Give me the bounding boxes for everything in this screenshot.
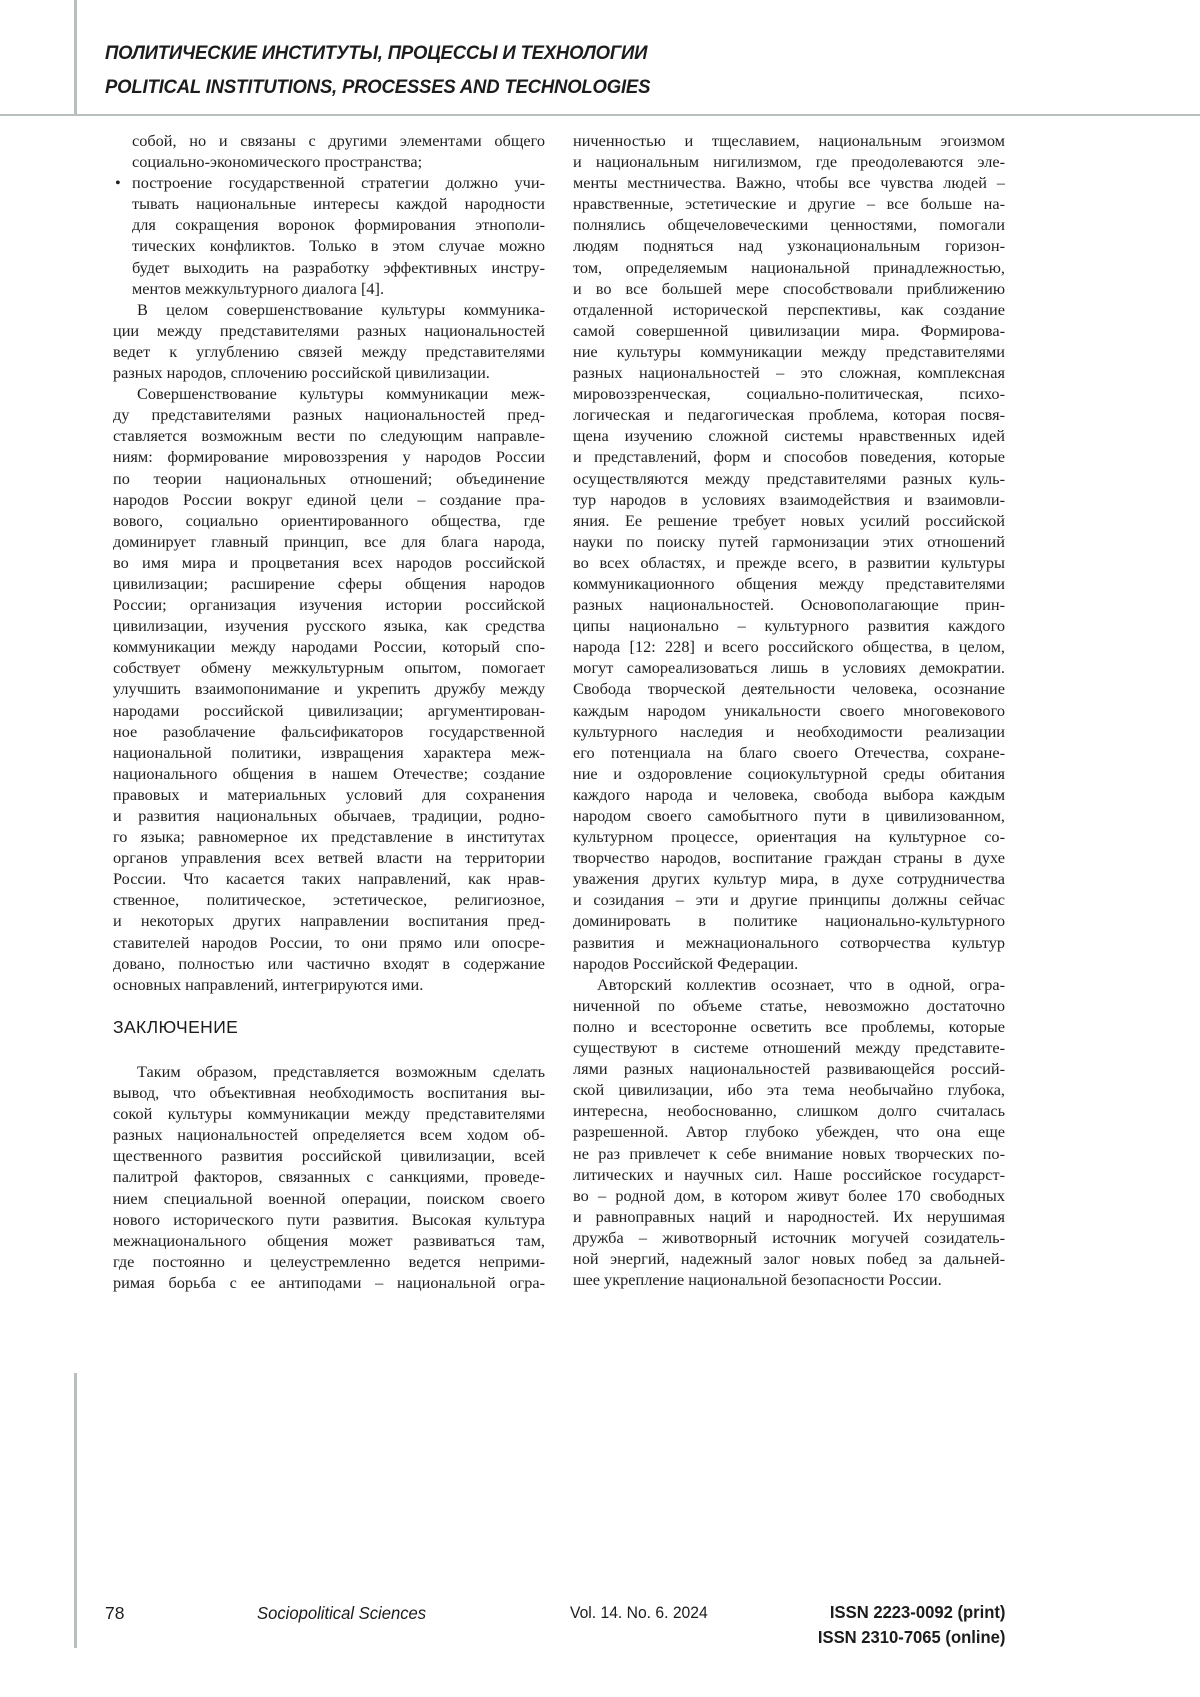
text-line: менты местничества. Важно, чтобы все чувства людей – xyxy=(573,173,1005,193)
text-line: ное разоблачение фальсификаторов государственной xyxy=(113,721,545,741)
text-line: щественного развития российской цивилизации, всей xyxy=(113,1146,545,1166)
text-line: уважения других культур мира, в духе сотрудничества xyxy=(573,869,1005,889)
text-line: социально-экономического пространства; xyxy=(132,152,423,172)
text-line: собой, но и связаны с другими элементами общего xyxy=(132,131,545,150)
text-column-right xyxy=(573,130,1005,1290)
text-line: разных национальностей – это сложная, комплексная xyxy=(573,363,1005,383)
text-line: нравственные, эстетические и другие – все больше на- xyxy=(573,194,1005,214)
text-line: Авторский коллектив осознает, что в одной, огра- xyxy=(597,974,1005,994)
header-divider xyxy=(0,114,1200,116)
text-line: доминирует главный принцип, все для блага народа, xyxy=(113,531,545,551)
text-line: литических и научных сил. Наше российское государст- xyxy=(573,1164,1005,1184)
text-line: существуют в системе отношений между представите- xyxy=(573,1038,1005,1058)
text-line: яния. Ее решение требует новых усилий российской xyxy=(573,510,1005,530)
text-line: тических конфликтов. Только в этом случае можно xyxy=(132,236,545,256)
text-line: полно и всесторонне осветить все проблемы, которые xyxy=(573,1016,1005,1036)
text-line: народа [12: 228] и всего российского общества, в целом, xyxy=(573,637,1005,657)
text-line: коммуникационного общения между представителями xyxy=(573,573,1005,593)
text-line: шее укрепление национальной безопасности России. xyxy=(573,1270,942,1290)
text-line: во – родной дом, в котором живут более 170 свободных xyxy=(573,1185,1005,1205)
text-line: вывод, что объективная необходимость воспитания вы- xyxy=(113,1083,545,1103)
text-line: и некоторых других направлении воспитания пред- xyxy=(113,911,545,931)
text-line: и во все большей мере способствовали приближению xyxy=(573,278,1005,298)
text-line: цивилизации, изучения русского языка, как средства xyxy=(113,616,545,636)
text-line: мировоззренческая, социально-политическая, психо- xyxy=(573,384,1005,404)
text-line: ду представителями разных национальностей пред- xyxy=(113,405,545,425)
text-line: осуществляются между представителями разных куль- xyxy=(573,468,1005,488)
text-line: вового, социально ориентированного общества, где xyxy=(113,510,545,530)
text-line: культурном процессе, ориентация на культурное со- xyxy=(573,827,1005,847)
text-line: науки по поиску путей гармонизации этих отношений xyxy=(573,531,1005,551)
text-line: во имя мира и процветания всех народов российской xyxy=(113,552,545,572)
text-line: ниям: формирование мировоззрения у народов России xyxy=(113,447,545,467)
text-line: могут самореализоваться лишь в условиях демократии. xyxy=(573,658,1005,678)
text-line: его потенциала на благо своего Отечества, сохране- xyxy=(573,742,1005,762)
issn-block xyxy=(817,1600,1005,1650)
text-line: ципы национально – культурного развития каждого xyxy=(573,616,1005,636)
text-line: развития и межнационального сотворчества культур xyxy=(573,932,1005,952)
text-line: щена изучению сложной системы нравственных идей xyxy=(573,426,1005,446)
running-head xyxy=(105,36,650,104)
text-line: национального общения в нашем Отечестве; создание xyxy=(113,763,545,783)
text-line: логическая и педагогическая проблема, которая посвя- xyxy=(573,405,1005,425)
text-line: разных национальностей определяется всем ходом об- xyxy=(113,1125,545,1145)
text-line: В целом совершенствование культуры коммуника- xyxy=(137,299,545,319)
text-line: межнационального общения может развиваться там, xyxy=(113,1230,545,1250)
text-line: по теории национальных отношений; объединение xyxy=(113,468,545,488)
text-line: лями разных национальностей развивающейся россий- xyxy=(573,1059,1005,1079)
text-line: и равноправных наций и народностей. Их нерушимая xyxy=(573,1206,1005,1226)
text-line: ственное, политическое, эстетическое, религиозное, xyxy=(113,890,545,910)
text-line: ниченной по объеме статье, невозможно достаточно xyxy=(573,995,1005,1015)
text-line: творчество народов, воспитание граждан страны в духе xyxy=(573,848,1005,868)
text-line: основных направлений, интегрируются ими. xyxy=(113,974,424,994)
section-heading: ЗАКЛЮЧЕНИЕ xyxy=(113,1016,239,1037)
text-line: каждого народа и человека, свобода выбора каждым xyxy=(573,784,1005,804)
text-line: и национальным нигилизмом, где преодолеваются эле- xyxy=(573,152,1005,172)
text-line: культурного наследия и необходимости реализации xyxy=(573,721,1005,741)
text-line: интересна, необоснованно, слишком долго считалась xyxy=(573,1101,1005,1121)
text-line: нием специальной военной операции, поиском своего xyxy=(113,1188,545,1208)
text-line: для сокращения воронок формирования этнополи- xyxy=(132,215,545,235)
journal-name: Sociopolitical Sciences xyxy=(257,1603,427,1623)
text-line: народов России вокруг единой цели – создание пра- xyxy=(113,489,545,509)
text-line: ние и оздоровление социокультурной среды обитания xyxy=(573,763,1005,783)
text-line: разных национальностей. Основополагающие прин- xyxy=(573,595,1005,615)
text-line: народов Российской Федерации. xyxy=(573,953,799,973)
text-line: России; организация изучения истории российской xyxy=(113,595,545,615)
text-line: тур народов в условиях взаимодействия и взаимовли- xyxy=(573,489,1005,509)
text-line: разрешенной. Автор глубоко убежден, что она еще xyxy=(573,1122,1005,1142)
text-line: и созидания – эти и другие принципы должны сейчас xyxy=(573,890,1005,910)
text-line: народами российской цивилизации; аргументирован- xyxy=(113,700,545,720)
text-line: Таким образом, представляется возможным сделать xyxy=(137,1061,545,1081)
text-line: будет выходить на разработку эффективных инстру- xyxy=(132,257,545,277)
text-line: тывать национальные интересы каждой народности xyxy=(132,194,545,214)
text-line: дружба – животворный источник могучей созидатель- xyxy=(573,1227,1005,1247)
text-line: ментов межкультурного диалога [4]. xyxy=(132,278,385,298)
text-line: России. Что касается таких направлений, как нрав- xyxy=(113,869,545,889)
issn-online: ISSN 2310-7065 (online) xyxy=(817,1627,1005,1647)
text-line: национальной политики, извращения характера меж- xyxy=(113,742,545,762)
text-line: ставляется возможным вести по следующим направле- xyxy=(113,426,545,446)
left-margin-rule-bottom xyxy=(74,1373,77,1648)
text-line: Свобода творческой деятельности человека, осознание xyxy=(573,679,1005,699)
text-line: том, определяемым национальной принадлежностью, xyxy=(573,257,1005,277)
text-line: цивилизации; расширение сферы общения народов xyxy=(113,573,545,593)
text-line: не раз привлечет к себе внимание новых творческих по- xyxy=(573,1143,1005,1163)
text-line: отдаленной исторической перспективы, как создание xyxy=(573,299,1005,319)
text-line: людям подняться над узконациональным горизон- xyxy=(573,236,1005,256)
text-line: и развития национальных обычаев, традиции, родно- xyxy=(113,806,545,825)
text-line: • построение государственной стратегии должно учи- xyxy=(115,173,545,193)
text-line: довано, полностью или частично входят в содержание xyxy=(113,953,545,973)
text-line: римая борьба с ее антиподами – национальной огра- xyxy=(113,1272,545,1292)
text-line: ведет к углублению связей между представителями xyxy=(113,341,545,361)
text-line: Совершенствование культуры коммуникации меж- xyxy=(137,384,545,404)
text-line: ние культуры коммуникации между представителями xyxy=(573,341,1005,361)
text-line: каждым народом уникальности своего многовекового xyxy=(573,700,1005,720)
text-line: народом своего самобытного пути в цивилизованном, xyxy=(573,806,1005,825)
text-line: ставителей народов России, то они прямо или опосре- xyxy=(113,932,545,952)
text-line: разных народов, сплочению российской цивилизации. xyxy=(113,363,490,383)
text-line: органов управления всех ветвей власти на территории xyxy=(113,848,545,868)
issn-print: ISSN 2223-0092 (print) xyxy=(829,1602,1005,1622)
text-line: го языка; равномерное их представление в институтах xyxy=(113,827,545,847)
bullet-icon: • xyxy=(115,173,121,193)
text-line: ской цивилизации, ибо эта тема необычайно глубока, xyxy=(573,1080,1005,1100)
volume-issue-info: Vol. 14. No. 6. 2024 xyxy=(570,1604,708,1622)
running-head-russian: ПОЛИТИЧЕСКИЕ ИНСТИТУТЫ, ПРОЦЕССЫ И ТЕХНОЛОГИИ xyxy=(105,42,648,64)
left-margin-rule-top xyxy=(74,0,77,114)
text-line: улучшить взаимопонимание и укрепить дружбу между xyxy=(113,679,545,699)
text-line: и представлений, форм и способов поведения, которые xyxy=(573,447,1005,467)
text-line: палитрой факторов, связанных с санкциями, проведе- xyxy=(113,1167,545,1187)
text-line: доминировать в политике национально-культурного xyxy=(573,911,1005,931)
text-line: нового исторического пути развития. Высокая культура xyxy=(113,1209,545,1229)
text-line: правовых и материальных условий для сохранения xyxy=(113,784,545,804)
text-line: коммуникации между народами России, который спо- xyxy=(113,637,545,657)
text-line: самой совершенной цивилизации мира. Формирова- xyxy=(573,320,1005,340)
running-head-english: POLITICAL INSTITUTIONS, PROCESSES AND TECHNOLOGIES xyxy=(105,76,651,98)
page-number: 78 xyxy=(105,1603,125,1623)
text-line: где постоянно и целеустремленно ведется неприми- xyxy=(113,1251,545,1271)
text-line: сокой культуры коммуникации между представителями xyxy=(113,1104,545,1124)
text-line: собствует обмену межкультурным опытом, помогает xyxy=(113,658,545,678)
text-line: полнялись общечеловеческими ценностями, помогали xyxy=(573,215,1005,235)
text-column-left xyxy=(113,130,545,1293)
text-line: ной энергий, надежный залог новых побед за дальней- xyxy=(573,1248,1005,1268)
text-line: ниченностью и тщеславием, национальным эгоизмом xyxy=(573,131,1005,150)
text-line: во всех областях, и прежде всего, в развитии культуры xyxy=(573,552,1005,572)
text-line: ции между представителями разных национальностей xyxy=(113,320,545,340)
